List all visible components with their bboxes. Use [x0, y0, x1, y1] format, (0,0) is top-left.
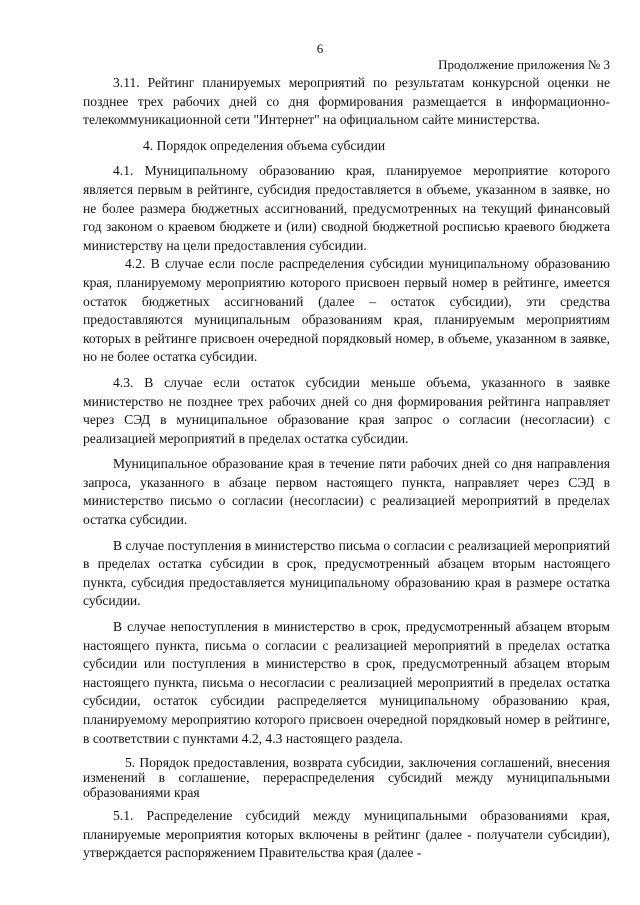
section-heading-5: 5. Порядок предоставления, возврата субсидии, заключения соглашений, внесения изменений в соглашение, перераспределения субсидий между муниципальными образованиями края: [83, 755, 610, 801]
paragraph-3-11: 3.11. Рейтинг планируемых мероприятий по результатам конкурсной оценки не позднее трех рабочих дней со дня формирования размещается в информационно-телекоммуникационной сети "Интернет" на официальном сайте министерства.: [83, 75, 610, 128]
page-number: 6: [316, 41, 324, 56]
paragraph-5-1: 5.1. Распределение субсидий между муниципальными образованиями края, планируемые мероприятия которых включены в рейтинг (далее - получатели субсидии), утверждается распоряжением Правительства края (далее -: [83, 808, 610, 861]
paragraph-4-3-nonconsent: В случае непоступления в министерство в срок, предусмотренный абзацем вторым настоящего пункта, письма о согласии с реализацией мероприятий в пределах остатка субсидии или поступления в министерство в срок, предусмотренный абзацем вторым настоящего пункта, письма о несогласии с реализацией мероприятий в пределах остатка субсидии, остаток субсидии распределяется муниципальному образованию края, планируемому мероприятию которого присвоен очередной порядковый номер в рейтинге, в соответствии с пунктами 4.2, 4.3 настоящего раздела.: [83, 619, 610, 746]
section-heading-4: 4. Порядок определения объема субсидии: [143, 137, 386, 153]
paragraph-4-3: 4.3. В случае если остаток субсидии меньше объема, указанного в заявке министерство не позднее трех рабочих дней со дня формирования рейтинга направляет через СЭД в муниципальное образование края запрос о согласии (несогласии) с реализацией мероприятий в пределах остатка субсидии.: [83, 374, 610, 446]
paragraph-4-3-consent: В случае поступления в министерство письма о согласии с реализацией мероприятий в пределах остатка субсидии в срок, предусмотренный абзацем вторым настоящего пункта, субсидия предоставляется муниципальному образованию края в размере остатка субсидии.: [83, 537, 610, 609]
paragraph-4-3-response: Муниципальное образование края в течение пяти рабочих дней со дня направления запроса, указанного в абзаце первом настоящего пункта, направляет через СЭД в министерство письмо о согласии (несогласии) с реализацией мероприятий в пределах остатка субсидии.: [83, 456, 610, 528]
paragraph-4-2: 4.2. В случае если после распределения субсидии муниципальному образованию края, планируемому мероприятию которого присвоен первый номер в рейтинге, имеется остаток бюджетных ассигнований (далее – остаток субсидии), эти средства предоставляются муниципальным образованиям края, планируемым мероприятиям которых в рейтинге присвоен очередной порядковый номер, в объеме, указанном в заявке, но не более остатка субсидии.: [83, 256, 610, 365]
document-body: [83, 74, 610, 863]
paragraph-4-1: 4.1. Муниципальному образованию края, планируемое мероприятие которого является первым в рейтинге, субсидия предоставляется в объеме, указанном в заявке, но не более размера бюджетных ассигнований, предусмотренных на текущий финансовый год законом о краевом бюджете и (или) сводной бюджетной росписью краевого бюджета министерству на цели предоставления субсидии.: [83, 163, 610, 253]
appendix-note: Продолжение приложения № 3: [438, 57, 610, 72]
